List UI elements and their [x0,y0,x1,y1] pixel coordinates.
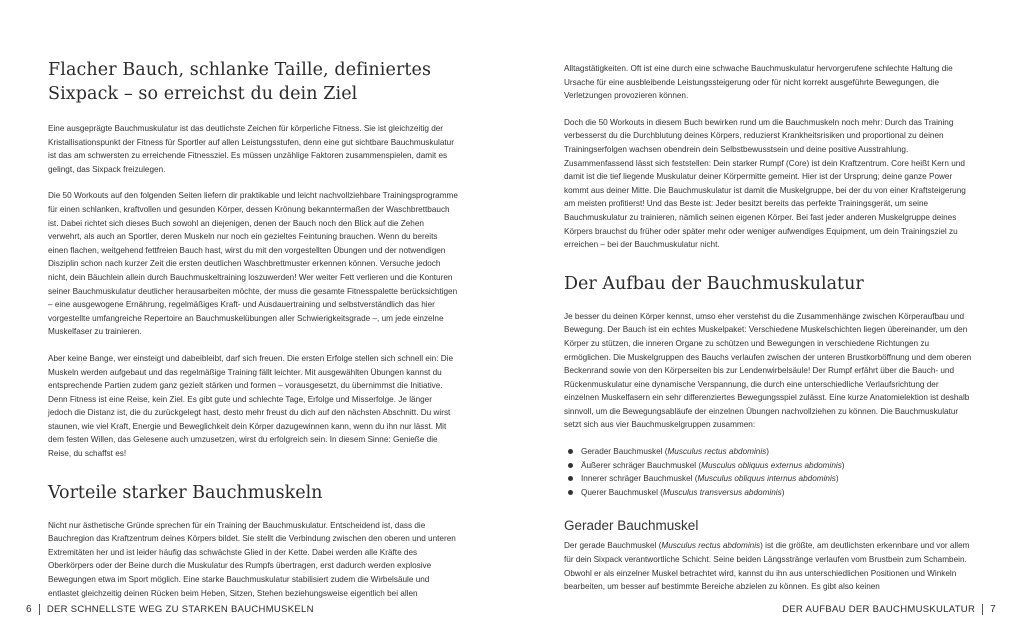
anatomy-paragraph: Je besser du deinen Körper kennst, umso eher verstehst du die Zusammenhänge zwischen Körperaufbau und Bewegung. Der Bauch ist ein echtes Muskelpaket: Verschiedene Muskelschichten liegen übereinander, um den Körper zu stützen, die inneren Organe zu schützen und Bewegungen in verschiedene Richtungen zu ermöglichen. Die Muskelgruppen des Bauchs verlaufen zwischen der unteren Brustkorböffnung und dem oberen Beckenrand sowie von den Körperseiten bis zur Lendenwirbelsäule! Der Rumpf erfährt über die Bauch- und Rückenmuskulatur eine dynamische Verspannung, die durch eine unterschiedliche Verlaufsrichtung der einzelnen Muskelfasern ein sehr differenziertes Bewegungsspiel zulässt. Eine kurze Anatomielektion ist deshalb sinnvoll, um die Bewegungsabläufe der einzelnen Übungen nachvollziehen zu können. Die Bauchmuskulatur setzt sich aus vier Bauchmuskelgruppen zusammen: [564,311,972,430]
bullet-icon [568,449,573,454]
intro-paragraph-1: Eine ausgeprägte Bauchmuskulatur ist das deutlichste Zeichen für körperliche Fitness. Sie ist gleichzeitig der Kristallisationspunkt der Fitness für Sportler auf allen Leistungsstufen, denn eine gut sichtbare Bauchmuskulatur ist das am schwersten zu erreichende Fitnessziel. Es müssen unzählige Faktoren zusammenspielen, damit es gelingt, das Sixpack freizulegen. [48,124,454,174]
subheading-gerader-bauchmuskel: Gerader Bauchmuskel [564,518,699,534]
page-title: Flacher Bauch, schlanke Taille, definiertes Sixpack – so erreichst du dein Ziel [48,60,432,104]
left-column [48,58,458,613]
continued-paragraph: Alltagstätigkeiten. Oft ist eine durch eine schwache Bauchmuskulatur hervorgerufene schlechte Haltung die Ursache für eine ausbleibende Leistungssteigerung oder für nicht korrekt ausgeführte Bewegungen, die Verletzungen provozieren können. [564,64,953,101]
page-number-left: 6 [26,604,32,615]
footer-divider [39,604,40,615]
bullet-icon [568,490,573,495]
bullet-icon [568,463,573,468]
bullet-icon [568,476,573,481]
list-item: Querer Bauchmuskel (Musculus transversus abdominis) [568,486,975,500]
intro-paragraph-3: Aber keine Bange, wer einsteigt und dabeibleibt, darf sich freuen. Die ersten Erfolge stellen sich schnell ein: Die Muskeln werden aufgebaut und das regelmäßige Training fällt leichter. Mit ausgewählten Übungen kannst du entsprechende Partien zudem ganz gezielt stärken und formen – vorausgesetzt, du übernimmst die Initiative. Denn Fitness ist eine Reise, kein Ziel. Es gibt gute und schlechte Tage, Erfolge und Misserfolge. Je länger jedoch die Distanz ist, die du zurückgelegt hast, desto mehr freust du dich auf den nächsten Abschnitt. Du wirst staunen, wie viel Kraft, Energie und Beweglichkeit dein Körper dazugewinnen kann, wenn du ihn nur lässt. Mit dem festen Willen, das Gelesene auch umzusetzen, wirst du erfolgreich sein. In diesem Sinne: Genieße die Reise, du schaffst es! [48,353,454,459]
page-number-right: 7 [990,604,996,615]
muscle-group-list [564,445,975,499]
section-heading-vorteile: Vorteile starker Bauchmuskeln [48,482,323,503]
vorteile-paragraph: Nicht nur ästhetische Gründe sprechen für ein Training der Bauchmuskulatur. Entscheidend ist, dass die Bauchregion das Kraftzentrum deines Körpers bildet. Sie stellt die Verbindung zwischen den oberen und unteren Extremitäten her und ist leider häufig das schwächste Glied in der Kette. Dabei werden alle Kräfte des Oberkörpers oder der Beine durch die Muskulatur des Rumpfs übertragen, erst dadurch werden explosive Bewegungen etwa im Sport möglich. Eine starke Bauchmuskulatur stabilisiert zudem die Wirbelsäule und entlastet gleichzeitig deinen Rücken beim Heben, Sitzen, Stehen beziehungsweise eigentlich bei allen [48,520,456,598]
right-footer [782,604,996,615]
workouts-paragraph: Doch die 50 Workouts in diesem Buch bewirken rund um die Bauchmuskeln noch mehr: Durch das Training verbesserst du die Durchblutung deines Körpers, reduzierst Krankheitsrisiken und proportional zu deinen Trainingserfolgen wachsen obendrein dein Selbstbewusstsein und deine positive Ausstrahlung. Zusammenfassend lässt sich feststellen: Dein starker Rumpf (Core) ist dein Kraftzentrum. Core heißt Kern und damit ist die tief liegende Muskulatur deiner Körpermitte gemeint. Hier ist der Ursprung; deine ganze Power kommt aus deiner Mitte. Die Bauchmuskulatur ist damit die Muskelgruppe, bei der du von einer Kraftsteigerung am meisten profitierst! Und das Beste ist: Jeder besitzt bereits das perfekte Trainingsgerät, um seine Bauchmuskulatur zu trainieren, nämlich seinen eigenen Körper. Bei fast jeder anderen Muskelgruppe deines Körpers brauchst du früher oder später mehr oder weniger aufwendiges Equipment, um dein Trainingsziel zu erreichen – bei der Bauchmuskulatur nicht. [564,117,966,250]
right-column [564,62,975,607]
running-title-left: DER SCHNELLSTE WEG ZU STARKEN BAUCHMUSKELN [46,604,314,615]
right-page [510,0,1020,644]
footer-divider [982,604,983,615]
list-item: Äußerer schräger Bauchmuskel (Musculus obliquus externus abdominis) [568,459,975,473]
section-heading-aufbau: Der Aufbau der Bauchmuskulatur [564,273,864,294]
left-footer [26,604,314,615]
running-title-right: DER AUFBAU DER BAUCHMUSKULATUR [782,604,976,615]
list-item: Gerader Bauchmuskel (Musculus rectus abdominis) [568,445,975,459]
gerader-paragraph: Der gerade Bauchmuskel (Musculus rectus abdominis) ist die größte, am deutlichsten erkennbare und vor allem für dein Sixpack verantwortliche Schicht. Seine beiden Längsstränge verlaufen vom Brustbein zum Schambein. Obwohl er als einzelner Muskel betrachtet wird, kannst du ihn aus unterschiedlichen Positionen und Winkeln bearbeiten, um besser auf bestimmte Bereiche abzielen zu können. Es gibt also keinen [564,541,970,592]
intro-paragraph-2: Die 50 Workouts auf den folgenden Seiten liefern dir praktikable und leicht nachvollziehbare Trainingsprogramme für einen schlanken, kraftvollen und gesunden Körper, dessen Krönung bekanntermaßen der Waschbrettbauch ist. Dabei richtet sich dieses Buch sowohl an diejenigen, denen der Bauch noch den Blick auf die Zehen verwehrt, als auch an Sportler, deren Muskeln nur noch ein gezieltes Feintuning brauchen. Wenn du bereits einen flachen, weitgehend fettfreien Bauch hast, wirst du mit den vorgestellten Übungen und der notwendigen Disziplin schon nach kurzer Zeit die ersten deutlichen Waschbrettmuster erkennen können. Versuche jedoch nicht, dein Bäuchlein allein durch Bauchmuskeltraining loszuwerden! Wer weiter Fett verlieren und die Konturen seiner Bauchmuskulatur deutlicher herausarbeiten möchte, der muss die gesamte Fitnesspalette berücksichtigen – eine ausgewogene Ernährung, regelmäßiges Kraft- und Ausdauertraining und selbstverständlich das hier vorgestellte umfangreiche Repertoire an Bauchmuskelübungen aller Schwierigkeitsgrade –, um jede einzelne Muskelfaser zu trainieren. [48,191,458,337]
list-item: Innerer schräger Bauchmuskel (Musculus obliquus internus abdominis) [568,472,975,486]
